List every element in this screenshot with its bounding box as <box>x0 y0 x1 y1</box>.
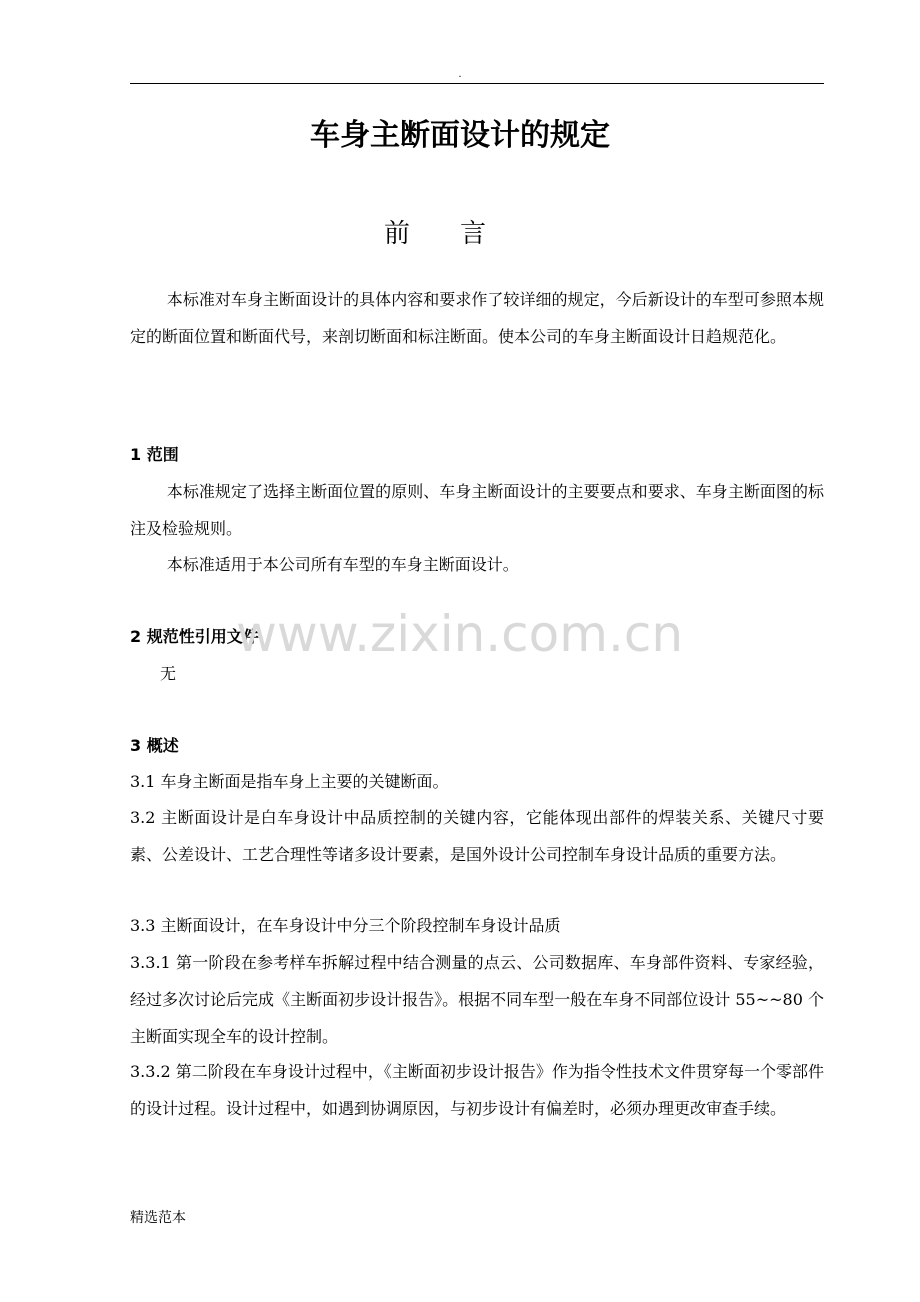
clause-3-1: 3.1 车身主断面是指车身上主要的关键断面。 <box>130 772 449 791</box>
clause-3-3-2: 3.3.2 第二阶段在车身设计过程中，《主断面初步设计报告》作为指令性技术文件贯穿每一个零部件的设计过程。设计过程中，如遇到协调原因，与初步设计有偏差时，必须办理更改审查手续。 <box>130 1062 824 1118</box>
document-title: 车身主断面设计的规定 <box>310 118 610 153</box>
footer-label: 精选范本 <box>130 1210 186 1226</box>
section-1-heading: 1 范围 <box>130 445 179 464</box>
watermark: www.zixin.com.cn <box>236 605 684 663</box>
section-1-paragraph-1: 本标准规定了选择主断面位置的原则、车身主断面设计的主要要点和要求、车身主断面图的标注及检验规则。 <box>130 482 824 538</box>
clause-3-3: 3.3 主断面设计，在车身设计中分三个阶段控制车身设计品质 <box>130 916 561 935</box>
section-3-heading: 3 概述 <box>130 736 179 755</box>
intro-paragraph: 本标准对车身主断面设计的具体内容和要求作了较详细的规定，今后新设计的车型可参照本规定的断面位置和断面代号，来剖切断面和标注断面。使本公司的车身主断面设计日趋规范化。 <box>130 290 824 346</box>
header-rule <box>130 83 824 84</box>
section-2-paragraph: 无 <box>160 664 177 683</box>
clause-3-2: 3.2 主断面设计是白车身设计中品质控制的关键内容，它能体现出部件的焊装关系、关键尺寸要素、公差设计、工艺合理性等诸多设计要素，是国外设计公司控制车身设计品质的重要方法。 <box>130 808 824 864</box>
clause-3-3-1: 3.3.1 第一阶段在参考样车拆解过程中结合测量的点云、公司数据库、车身部件资料、专家经验，经过多次讨论后完成《主断面初步设计报告》。根据不同车型一般在车身不同部位设计 55~~80 个主断面实现全车的设计控制。 <box>130 953 824 1046</box>
preface-heading: 前言 <box>383 219 536 249</box>
header-mark: . <box>458 69 462 80</box>
section-1-paragraph-2: 本标准适用于本公司所有车型的车身主断面设计。 <box>166 555 519 574</box>
section-2-heading: 2 规范性引用文件 <box>130 627 259 646</box>
